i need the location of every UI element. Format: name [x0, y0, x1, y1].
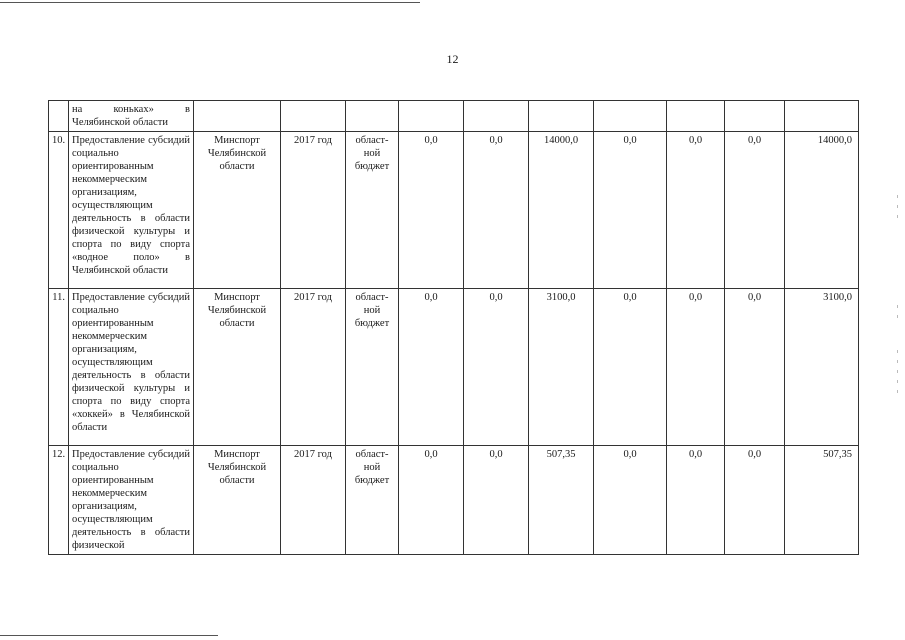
row-number-cell: 11. [49, 289, 69, 446]
period-cell: 2017 год [281, 132, 346, 289]
executor-cell: Минспорт Челябинской области [194, 446, 281, 555]
value-cell: 0,0 [667, 132, 725, 289]
source-cell: област-ной бюджет [346, 446, 399, 555]
row-name-cell: Предоставление субсидий социально ориентированным некоммерческим организациям, осуществляющим деятельность в области физической культуры и спорта по виду спорта «водное поло» в Челябинской области [69, 132, 194, 289]
value-cell: 0,0 [399, 446, 464, 555]
period-cell: 2017 год [281, 289, 346, 446]
value-cell: 0,0 [594, 446, 667, 555]
row-name-cell: Предоставление субсидий социально ориентированным некоммерческим организациям, осуществляющим деятельность в области физической [69, 446, 194, 555]
value-cell: 14000,0 [529, 132, 594, 289]
page-number: 12 [446, 52, 459, 66]
value-cell: 0,0 [594, 289, 667, 446]
total-cell: 14000,0 [785, 132, 859, 289]
table-row [49, 289, 859, 446]
total-cell: 507,35 [785, 446, 859, 555]
executor-cell: Минспорт Челябинской области [194, 132, 281, 289]
value-cell: 0,0 [725, 132, 785, 289]
source-cell: област-ной бюджет [346, 132, 399, 289]
value-cell: 0,0 [464, 289, 529, 446]
value-cell: 0,0 [464, 132, 529, 289]
source-cell: област-ной бюджет [346, 289, 399, 446]
table-row-continuation [49, 101, 859, 132]
value-cell: 0,0 [725, 289, 785, 446]
period-cell: 2017 год [281, 446, 346, 555]
value-cell: 507,35 [529, 446, 594, 555]
value-cell: 0,0 [725, 446, 785, 555]
row-name-cell: на коньках» в Челябинской области [69, 101, 194, 132]
total-cell: 3100,0 [785, 289, 859, 446]
scan-margin-marks [897, 350, 899, 400]
value-cell: 0,0 [399, 132, 464, 289]
scan-margin-marks [897, 195, 899, 225]
row-name-cell: Предоставление субсидий социально ориентированным некоммерческим организациям, осуществляющим деятельность в области физической культуры и спорта по виду спорта «хоккей» в Челябинской области [69, 289, 194, 446]
value-cell: 3100,0 [529, 289, 594, 446]
table-row [49, 446, 859, 555]
value-cell: 0,0 [594, 132, 667, 289]
value-cell: 0,0 [667, 289, 725, 446]
budget-table [48, 100, 859, 555]
row-number-cell: 10. [49, 132, 69, 289]
row-number-cell: 12. [49, 446, 69, 555]
table-row [49, 132, 859, 289]
row-number-cell [49, 101, 69, 132]
executor-cell: Минспорт Челябинской области [194, 289, 281, 446]
scan-margin-marks [897, 305, 899, 325]
scan-edge-line-bottom [0, 635, 218, 636]
scan-edge-line-top [0, 2, 420, 3]
value-cell: 0,0 [399, 289, 464, 446]
value-cell: 0,0 [667, 446, 725, 555]
value-cell: 0,0 [464, 446, 529, 555]
